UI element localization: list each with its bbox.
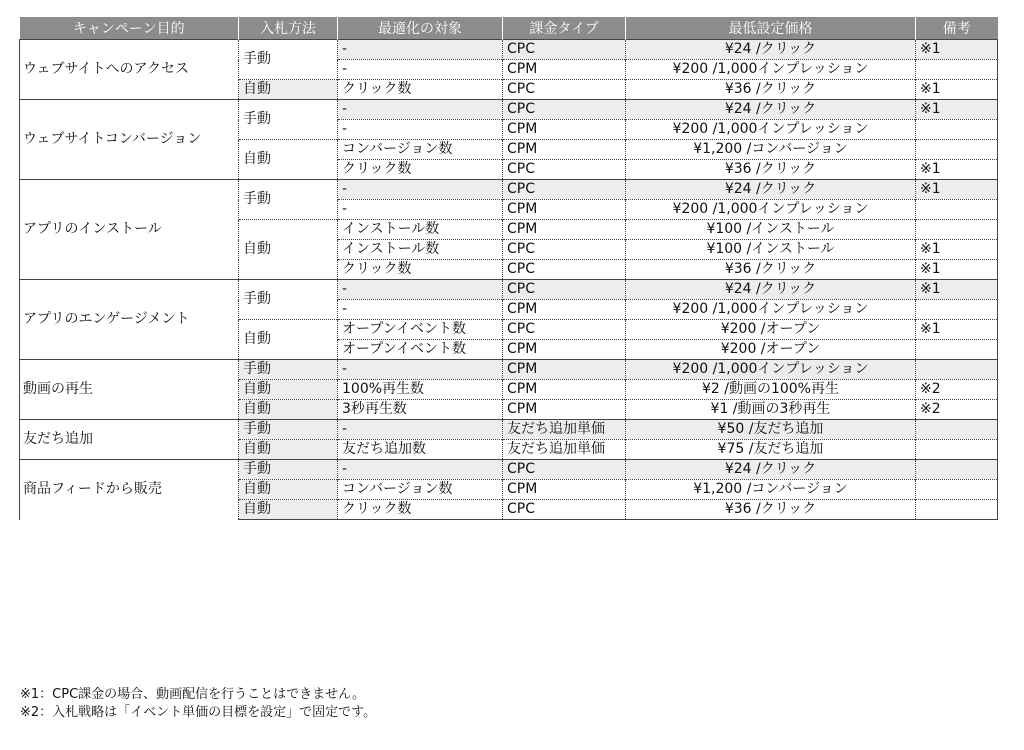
header-notes: 備考 <box>916 17 998 40</box>
min-price-cell: ¥50 /友だち追加 <box>626 420 916 440</box>
min-price-cell: ¥200 /1,000インプレッション <box>626 360 916 380</box>
min-price-cell: ¥1,200 /コンバージョン <box>626 480 916 500</box>
table-row <box>20 420 998 440</box>
billing-type-cell: CPM <box>503 380 626 400</box>
min-price-cell: ¥75 /友だち追加 <box>626 440 916 460</box>
billing-type-cell: CPC <box>503 240 626 260</box>
billing-type-cell: CPM <box>503 200 626 220</box>
min-price-cell: ¥36 /クリック <box>626 80 916 100</box>
notes-cell <box>916 440 998 460</box>
campaign-goal-cell: 動画の再生 <box>20 360 239 420</box>
optimization-target-cell: コンバージョン数 <box>338 140 503 160</box>
optimization-target-cell: - <box>338 120 503 140</box>
billing-type-cell: CPM <box>503 360 626 380</box>
notes-cell <box>916 340 998 360</box>
billing-type-cell: CPC <box>503 500 626 520</box>
optimization-target-cell: - <box>338 180 503 200</box>
notes-cell: ※2 <box>916 380 998 400</box>
header-campaign-goal: キャンペーン目的 <box>20 17 239 40</box>
optimization-target-cell: - <box>338 200 503 220</box>
notes-cell <box>916 480 998 500</box>
notes-cell <box>916 200 998 220</box>
bid-method-cell: 手動 <box>239 40 338 80</box>
billing-type-cell: CPC <box>503 180 626 200</box>
min-price-cell: ¥200 /オープン <box>626 340 916 360</box>
notes-cell: ※1 <box>916 160 998 180</box>
header-billing-type: 課金タイプ <box>503 17 626 40</box>
campaign-goal-cell: 友だち追加 <box>20 420 239 460</box>
table-body <box>20 40 998 520</box>
campaign-goal-cell: ウェブサイトへのアクセス <box>20 40 239 100</box>
billing-type-cell: CPM <box>503 400 626 420</box>
billing-type-cell: CPC <box>503 100 626 120</box>
campaign-goal-cell: アプリのインストール <box>20 180 239 280</box>
min-price-cell: ¥200 /1,000インプレッション <box>626 200 916 220</box>
min-price-cell: ¥24 /クリック <box>626 40 916 60</box>
optimization-target-cell: - <box>338 300 503 320</box>
notes-cell <box>916 120 998 140</box>
billing-type-cell: CPC <box>503 280 626 300</box>
notes-cell: ※1 <box>916 80 998 100</box>
table-row <box>20 40 998 60</box>
min-price-cell: ¥100 /インストール <box>626 240 916 260</box>
min-price-cell: ¥200 /1,000インプレッション <box>626 300 916 320</box>
bid-method-cell: 手動 <box>239 280 338 320</box>
optimization-target-cell: - <box>338 420 503 440</box>
table-row <box>20 280 998 300</box>
bid-method-cell: 自動 <box>239 320 338 360</box>
min-price-cell: ¥36 /クリック <box>626 160 916 180</box>
notes-cell: ※1 <box>916 280 998 300</box>
bid-method-cell: 手動 <box>239 180 338 220</box>
min-price-cell: ¥24 /クリック <box>626 180 916 200</box>
table-row <box>20 360 998 380</box>
pricing-table <box>19 17 998 520</box>
notes-cell: ※1 <box>916 320 998 340</box>
table-row <box>20 180 998 200</box>
min-price-cell: ¥200 /1,000インプレッション <box>626 120 916 140</box>
billing-type-cell: CPC <box>503 40 626 60</box>
min-price-cell: ¥2 /動画の100%再生 <box>626 380 916 400</box>
min-price-cell: ¥200 /1,000インプレッション <box>626 60 916 80</box>
header-bid-method: 入札方法 <box>239 17 338 40</box>
min-price-cell: ¥24 /クリック <box>626 280 916 300</box>
min-price-cell: ¥200 /オープン <box>626 320 916 340</box>
footnotes <box>20 686 376 722</box>
billing-type-cell: CPM <box>503 60 626 80</box>
billing-type-cell: 友だち追加単価 <box>503 440 626 460</box>
optimization-target-cell: オープンイベント数 <box>338 340 503 360</box>
optimization-target-cell: - <box>338 100 503 120</box>
billing-type-cell: CPC <box>503 260 626 280</box>
billing-type-cell: CPC <box>503 160 626 180</box>
billing-type-cell: CPC <box>503 320 626 340</box>
header-min-price: 最低設定価格 <box>626 17 916 40</box>
min-price-cell: ¥24 /クリック <box>626 100 916 120</box>
notes-cell: ※1 <box>916 40 998 60</box>
billing-type-cell: CPM <box>503 340 626 360</box>
optimization-target-cell: インストール数 <box>338 240 503 260</box>
optimization-target-cell: - <box>338 460 503 480</box>
optimization-target-cell: - <box>338 280 503 300</box>
campaign-goal-cell: アプリのエンゲージメント <box>20 280 239 360</box>
min-price-cell: ¥100 /インストール <box>626 220 916 240</box>
bid-method-cell: 自動 <box>239 500 338 520</box>
bid-method-cell: 手動 <box>239 460 338 480</box>
optimization-target-cell: - <box>338 360 503 380</box>
header-optimization-target: 最適化の対象 <box>338 17 503 40</box>
bid-method-cell: 自動 <box>239 480 338 500</box>
notes-cell: ※1 <box>916 260 998 280</box>
min-price-cell: ¥1,200 /コンバージョン <box>626 140 916 160</box>
notes-cell: ※1 <box>916 180 998 200</box>
notes-cell <box>916 140 998 160</box>
min-price-cell: ¥24 /クリック <box>626 460 916 480</box>
pricing-table-container <box>19 17 998 520</box>
billing-type-cell: CPM <box>503 220 626 240</box>
notes-cell <box>916 360 998 380</box>
notes-cell <box>916 460 998 480</box>
billing-type-cell: CPM <box>503 140 626 160</box>
notes-cell: ※2 <box>916 400 998 420</box>
campaign-goal-cell: ウェブサイトコンバージョン <box>20 100 239 180</box>
bid-method-cell: 自動 <box>239 220 338 280</box>
min-price-cell: ¥36 /クリック <box>626 260 916 280</box>
notes-cell <box>916 420 998 440</box>
campaign-goal-cell: 商品フィードから販売 <box>20 460 239 520</box>
table-row <box>20 460 998 480</box>
optimization-target-cell: 100%再生数 <box>338 380 503 400</box>
billing-type-cell: 友だち追加単価 <box>503 420 626 440</box>
billing-type-cell: CPM <box>503 480 626 500</box>
bid-method-cell: 自動 <box>239 440 338 460</box>
optimization-target-cell: - <box>338 60 503 80</box>
optimization-target-cell: クリック数 <box>338 260 503 280</box>
optimization-target-cell: 友だち追加数 <box>338 440 503 460</box>
billing-type-cell: CPM <box>503 120 626 140</box>
optimization-target-cell: クリック数 <box>338 80 503 100</box>
bid-method-cell: 自動 <box>239 400 338 420</box>
table-row <box>20 100 998 120</box>
footnote-2: ※2：入札戦略は「イベント単価の目標を設定」で固定です。 <box>20 705 377 720</box>
notes-cell <box>916 60 998 80</box>
notes-cell: ※1 <box>916 240 998 260</box>
optimization-target-cell: - <box>338 40 503 60</box>
header-row <box>20 17 998 40</box>
optimization-target-cell: オープンイベント数 <box>338 320 503 340</box>
notes-cell <box>916 220 998 240</box>
min-price-cell: ¥36 /クリック <box>626 500 916 520</box>
billing-type-cell: CPC <box>503 460 626 480</box>
notes-cell <box>916 500 998 520</box>
notes-cell: ※1 <box>916 100 998 120</box>
footnote-1: ※1：CPC課金の場合、動画配信を行うことはできません。 <box>20 687 365 702</box>
optimization-target-cell: 3秒再生数 <box>338 400 503 420</box>
bid-method-cell: 自動 <box>239 80 338 100</box>
bid-method-cell: 手動 <box>239 420 338 440</box>
bid-method-cell: 手動 <box>239 100 338 140</box>
bid-method-cell: 手動 <box>239 360 338 380</box>
optimization-target-cell: インストール数 <box>338 220 503 240</box>
billing-type-cell: CPC <box>503 80 626 100</box>
optimization-target-cell: クリック数 <box>338 500 503 520</box>
optimization-target-cell: クリック数 <box>338 160 503 180</box>
bid-method-cell: 自動 <box>239 380 338 400</box>
min-price-cell: ¥1 /動画の3秒再生 <box>626 400 916 420</box>
bid-method-cell: 自動 <box>239 140 338 180</box>
notes-cell <box>916 300 998 320</box>
billing-type-cell: CPM <box>503 300 626 320</box>
optimization-target-cell: コンバージョン数 <box>338 480 503 500</box>
